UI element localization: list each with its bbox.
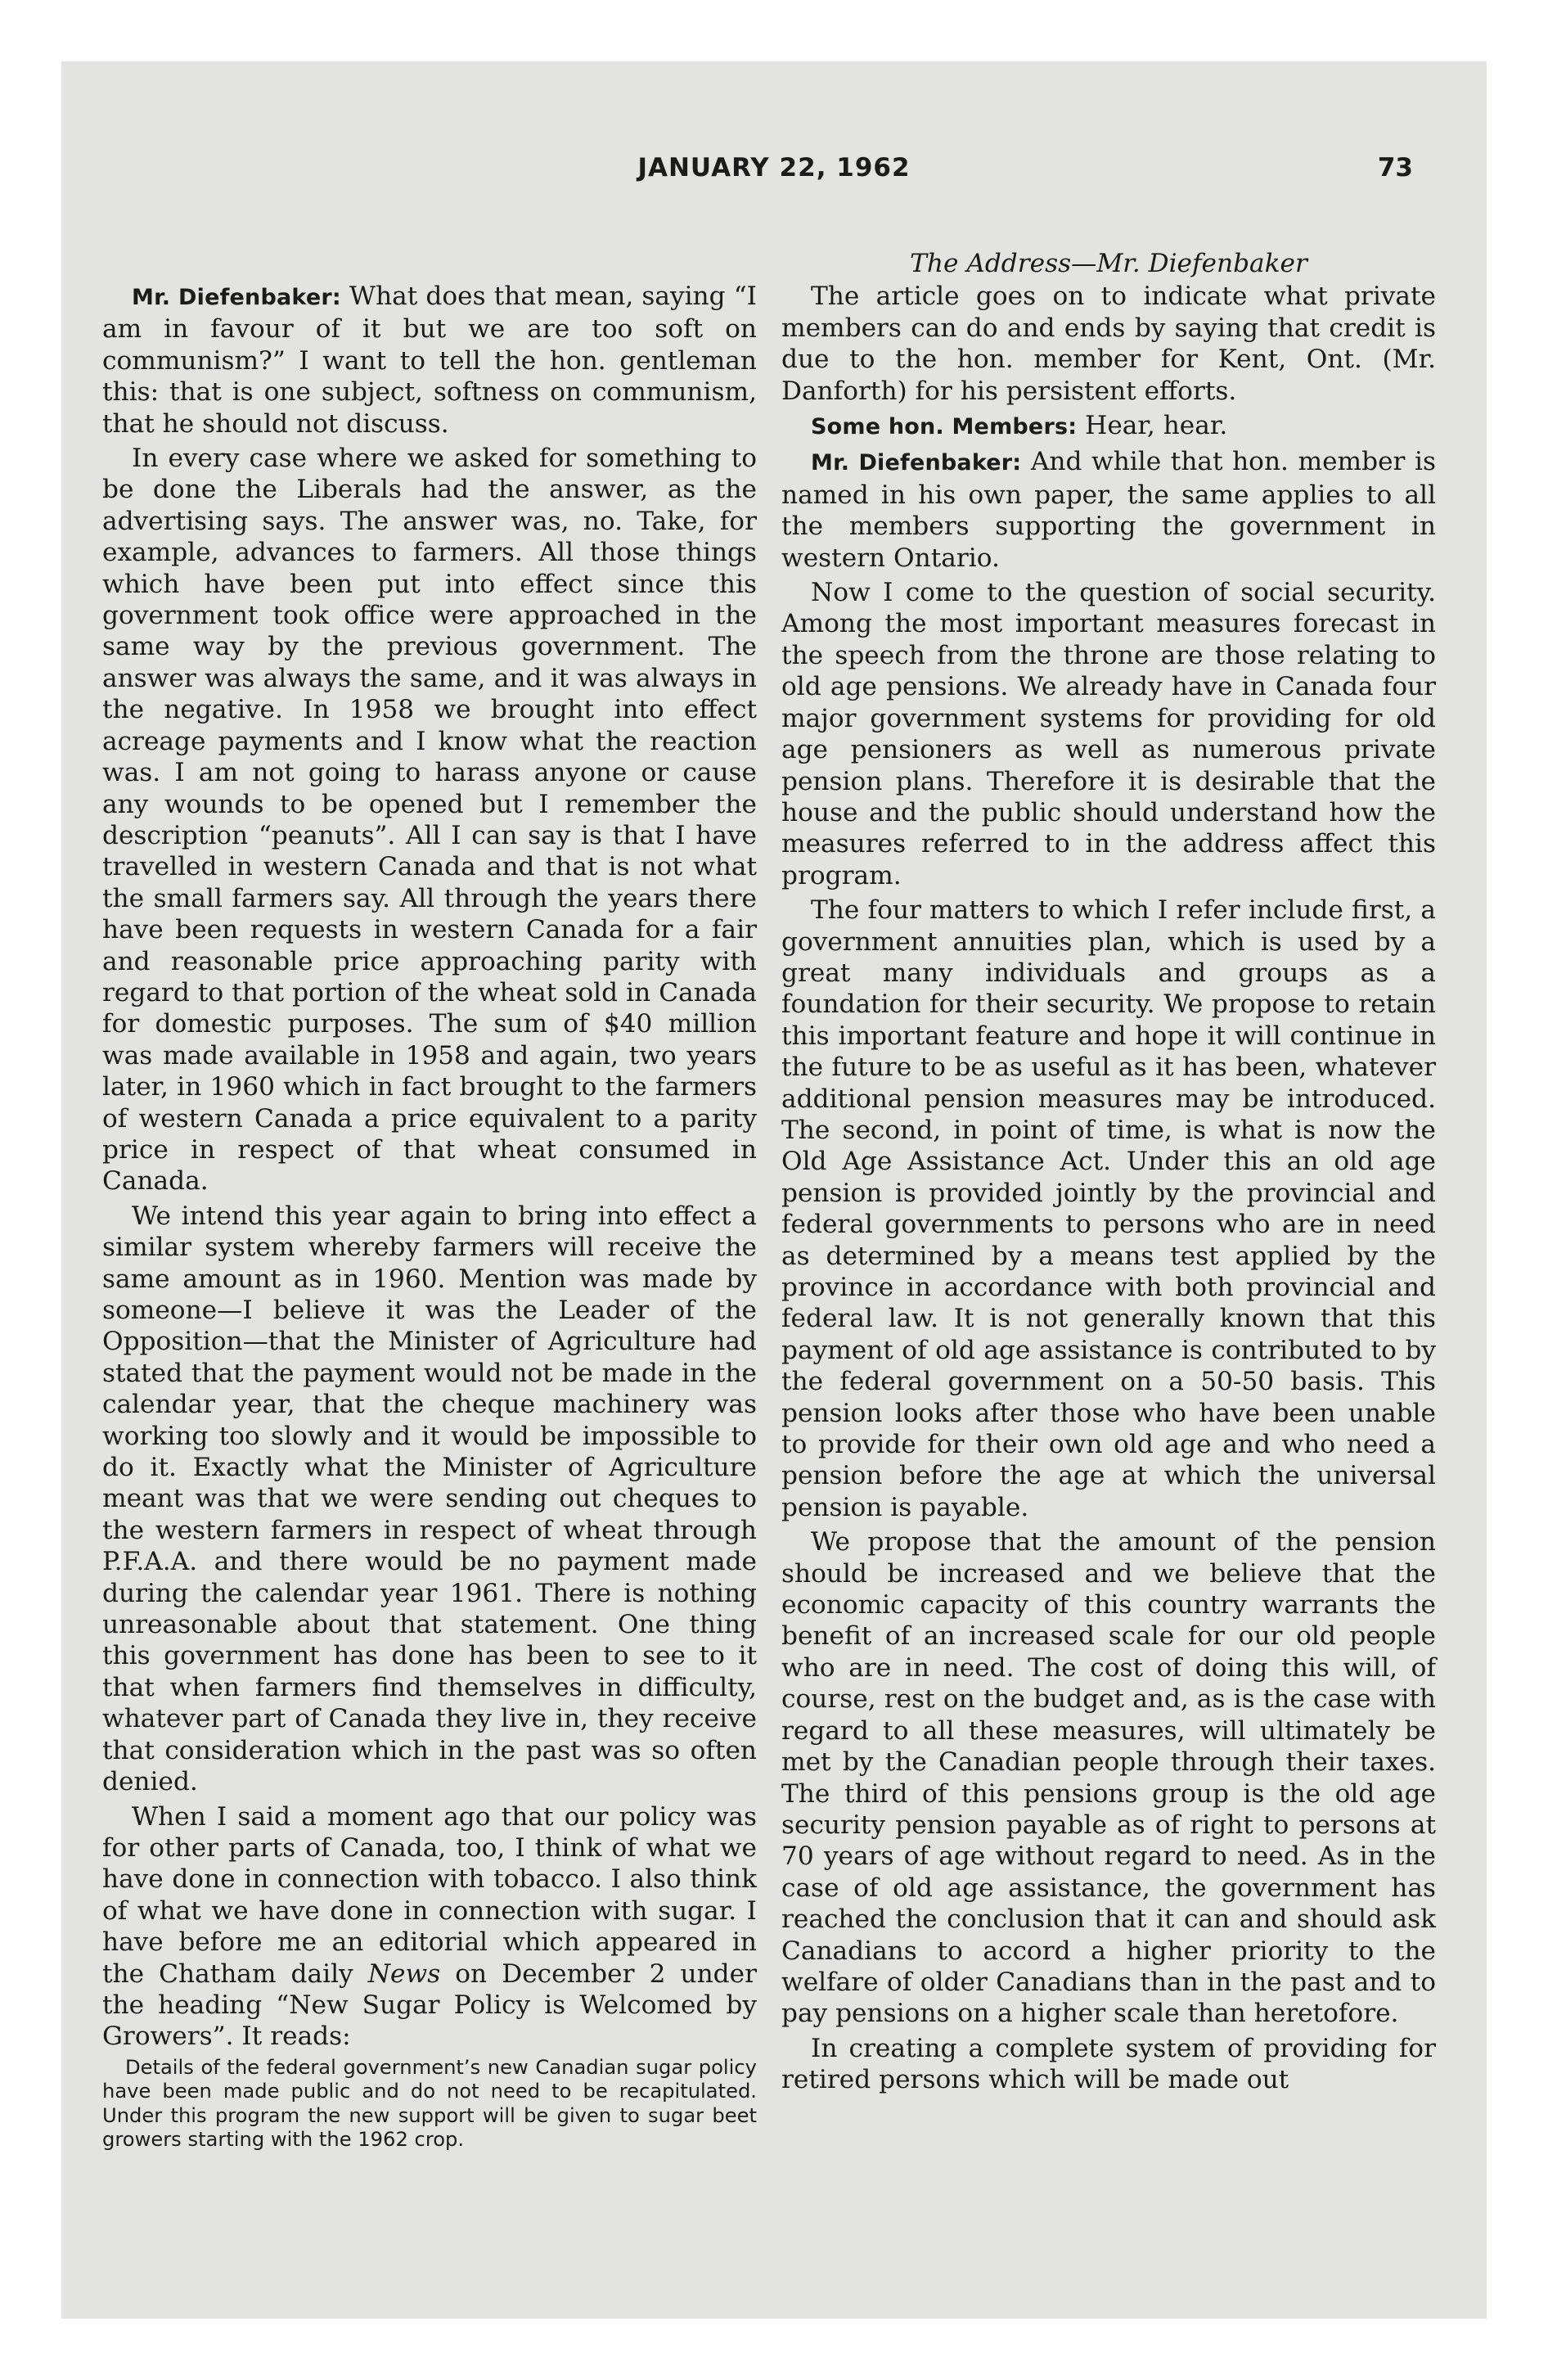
document-page bbox=[61, 61, 1487, 2319]
paragraph-text: What does that mean, saying “I am in favour of it but we are too soft on communism?” I want to tell the hon. gentleman this: that is one subject, softness on communism, that he should not discuss. bbox=[102, 282, 758, 439]
paragraph bbox=[102, 1801, 757, 2053]
paragraph bbox=[781, 410, 1436, 443]
speaker-name: Mr. Diefenbaker: bbox=[811, 450, 1022, 476]
right-column bbox=[781, 248, 1436, 2099]
running-subtitle: The Address—Mr. Diefenbaker bbox=[910, 249, 1307, 278]
paragraph: We propose that the amount of the pension should be increased and we believe that the economic capacity of this country warrants the benefit of an increased scale for our old people who are in need. The cost of doing this will, of course, rest on the budget and, as is the case with regard to all these measures, will ultimately be met by the Canadian people through their taxes. The third of this pensions group is the old age security pension payable as of right to persons at 70 years of age without regard to need. As in the case of old age assistance, the government has reached the conclusion that it can and should ask Canadians to accord a higher priority to the welfare of older Canadians than in the past and to pay pensions on a higher scale than heretofore. bbox=[781, 1527, 1436, 2029]
newspaper-name: News bbox=[367, 1959, 441, 1989]
paragraph-text: on December 2 under the heading “New Sugar Policy is Welcomed by Growers”. It reads: bbox=[102, 1959, 757, 2052]
paragraph bbox=[102, 281, 757, 439]
paragraph: The four matters to which I refer include first, a government annuities plan, which is used by a great many individuals and groups as a foundation for their security. We propose to retain this important feature and hope it will continue in the future to be as useful as it has been, whatever additional pension measures may be introduced. The second, in point of time, is what is now the Old Age Assistance Act. Under this an old age pension is provided jointly by the provincial and federal governments to persons who are in need as determined by a means test applied by the province in accordance with both provincial and federal law. It is not generally known that this payment of old age assistance is contributed to by the federal government on a 50-50 basis. This pension looks after those who have been unable to provide for their own old age and who need a pension before the age at which the universal pension is payable. bbox=[781, 895, 1436, 1522]
left-column bbox=[102, 281, 757, 2156]
paragraph: Now I come to the question of social security. Among the most important measures forecast in the speech from the throne are those relating to old age pensions. We already have in Canada four major government systems for providing for old age pensioners as well as numerous private pension plans. Therefore it is desirable that the house and the public should understand how the measures referred to in the address affect this program. bbox=[781, 578, 1436, 890]
page-number: 73 bbox=[1377, 153, 1413, 183]
paragraph-text: When I said a moment ago that our policy was for other parts of Canada, too, I think of what we have done in connection with tobacco. I also think of what we have done in connection with sugar. I have before me an editorial which appeared in the Chatham daily bbox=[102, 1801, 757, 1989]
paragraph: In every case where we asked for something to be done the Liberals had the answer, as the advertising says. The answer was, no. Take, for example, advances to farmers. All those things which have been put into effect since this government took office were approached in the same way by the previous government. The answer was always the same, and it was always in the negative. In 1958 we brought into effect acreage payments and I know what the reaction was. I am not going to harass anyone or cause any wounds to be opened but I remember the description “peanuts”. All I can say is that I have travelled in western Canada and that is not what the small farmers say. All through the years there have been requests in western Canada for a fair and reasonable price approaching parity with regard to that portion of the wheat sold in Canada for domestic purposes. The sum of $40 million was made available in 1958 and again, two years later, in 1960 which in fact brought to the farmers of western Canada a price equivalent to a parity price in respect of that wheat consumed in Canada. bbox=[102, 444, 757, 1197]
block-quote: Details of the federal government’s new Canadian sugar policy have been made public and do not need to be recapitulated. Under this program the new support will be given to sugar beet growers starting with the 1962 crop. bbox=[102, 2055, 757, 2152]
speaker-name: Some hon. Members: bbox=[811, 414, 1078, 440]
page-header bbox=[61, 153, 1487, 194]
paragraph: The article goes on to indicate what private members can do and ends by saying that credit is due to the hon. member for Kent, Ont. (Mr. Danforth) for his persistent efforts. bbox=[781, 282, 1436, 406]
paragraph-text: Hear, hear. bbox=[1085, 411, 1228, 441]
header-date: JANUARY 22, 1962 bbox=[637, 153, 911, 183]
paragraph-text: And while that hon. member is named in his own paper, the same applies to all the members supporting the government in western Ontario. bbox=[781, 447, 1436, 573]
paragraph bbox=[781, 446, 1436, 574]
speaker-name: Mr. Diefenbaker: bbox=[132, 285, 341, 310]
paragraph: In creating a complete system of providing for retired persons which will be made out bbox=[781, 2033, 1436, 2095]
paragraph: We intend this year again to bring into effect a similar system whereby farmers will receive the same amount as in 1960. Mention was made by someone—I believe it was the Leader of the Opposition—that the Minister of Agriculture had stated that the payment would not be made in the calendar year, that the cheque machinery was working too slowly and it would be impossible to do it. Exactly what the Minister of Agriculture meant was that we were sending out cheques to the western farmers in respect of wheat through P.F.A.A. and there would be no payment made during the calendar year 1961. There is nothing unreasonable about that statement. One thing this government has done has been to see to it that when farmers find themselves in difficulty, whatever part of Canada they live in, they receive that consideration which in the past was so often denied. bbox=[102, 1201, 757, 1797]
